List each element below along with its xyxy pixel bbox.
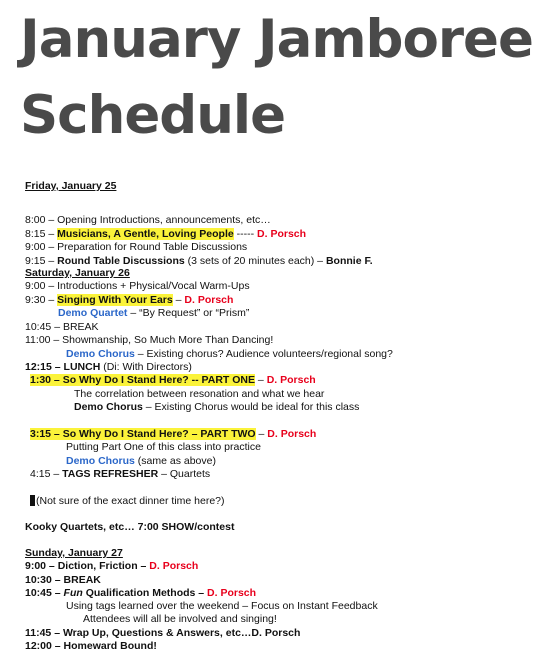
presenter: D. Porsch: [149, 560, 199, 572]
demo-group: Demo Quartet: [58, 307, 128, 319]
friday-item-1: 8:00 – Opening Introductions, announcements, etc…: [25, 214, 271, 226]
session-title: Singing With Your Ears: [57, 294, 173, 306]
saturday-item-12: Putting Part One of this class into practice: [66, 441, 261, 453]
saturday-item-14: [30, 468, 210, 480]
item-time: 10:45 –: [25, 587, 64, 599]
page-title-line1: January Jamboree: [20, 9, 533, 70]
item-time: 12:15 – LUNCH: [25, 361, 101, 373]
saturday-item-11: [30, 428, 316, 440]
session-title: 9:00 – Diction, Friction –: [25, 560, 150, 572]
friday-heading: Friday, January 25: [25, 180, 117, 192]
saturday-item-10: [74, 401, 359, 413]
friday-item-3: 9:00 – Preparation for Round Table Discussions: [25, 241, 248, 253]
session-title: Qualification Methods –: [82, 587, 208, 599]
presenter: D. Porsch: [207, 587, 257, 599]
saturday-item-9: The correlation between resonation and what we hear: [74, 388, 325, 400]
session-note: – Quartets: [158, 468, 211, 480]
item-time: 9:15 –: [25, 255, 58, 267]
sunday-item-2: 10:30 – BREAK: [25, 574, 101, 586]
session-title: TAGS REFRESHER: [62, 468, 159, 480]
presenter: D. Porsch: [266, 374, 316, 386]
dinner-note: (Not sure of the exact dinner time here?): [36, 495, 225, 507]
saturday-item-5: 11:00 – Showmanship, So Much More Than Dancing!: [25, 334, 274, 346]
saturday-item-3: [58, 307, 249, 319]
page-title-line2: Schedule: [20, 85, 286, 146]
separator: –: [255, 428, 268, 440]
demo-group: Demo Chorus: [66, 455, 135, 467]
demo-note: (same as above): [134, 455, 216, 467]
sunday-item-5: Attendees will all be involved and singing!: [83, 613, 277, 625]
sunday-item-4: Using tags learned over the weekend – Focus on Instant Feedback: [66, 600, 378, 612]
session-note: (3 sets of 20 minutes each) –: [184, 255, 326, 267]
saturday-item-8: [30, 374, 316, 386]
text-cursor: [30, 495, 35, 506]
demo-group: Demo Chorus: [74, 401, 143, 413]
sunday-item-6: 11:45 – Wrap Up, Questions & Answers, etc…D. Porsch: [25, 627, 301, 639]
item-time: 8:15 –: [25, 228, 58, 240]
separator: -----: [233, 228, 258, 240]
saturday-item-2: [25, 294, 233, 306]
presenter: Bonnie F.: [325, 255, 373, 267]
fun-emphasis: Fun: [63, 587, 83, 599]
session-title: Musicians, A Gentle, Loving People: [57, 228, 234, 240]
sunday-item-3: [25, 587, 256, 599]
saturday-item-13: [66, 455, 216, 467]
separator: –: [255, 374, 267, 386]
friday-item-4: [25, 255, 373, 267]
presenter: D. Porsch: [257, 228, 307, 240]
saturday-item-16: Kooky Quartets, etc… 7:00 SHOW/contest: [25, 521, 235, 533]
session-title: 1:30 – So Why Do I Stand Here? -- PART ONE: [30, 374, 256, 386]
sunday-item-1: [25, 560, 198, 572]
presenter: D. Porsch: [267, 428, 317, 440]
session-title: Round Table Discussions: [57, 255, 185, 267]
item-time: 9:30 –: [25, 294, 58, 306]
item-time: 4:15 –: [30, 468, 63, 480]
saturday-heading: Saturday, January 26: [25, 267, 130, 279]
saturday-item-15[interactable]: [30, 495, 225, 507]
demo-note: – Existing chorus? Audience volunteers/regional song?: [134, 348, 393, 360]
saturday-item-4: 10:45 – BREAK: [25, 321, 99, 333]
saturday-item-1: 9:00 – Introductions + Physical/Vocal Warm-Ups: [25, 280, 250, 292]
presenter: D. Porsch: [184, 294, 234, 306]
demo-group: Demo Chorus: [66, 348, 135, 360]
session-note: (Di: With Directors): [100, 361, 192, 373]
sunday-heading: Sunday, January 27: [25, 547, 123, 559]
separator: –: [172, 294, 185, 306]
session-title: 3:15 – So Why Do I Stand Here? – PART TWO: [30, 428, 256, 440]
friday-item-2: [25, 228, 306, 240]
saturday-item-6: [66, 348, 393, 360]
sunday-item-7: 12:00 – Homeward Bound!: [25, 640, 157, 652]
demo-note: – Existing Chorus would be ideal for this class: [142, 401, 360, 413]
demo-note: – “By Request” or “Prism”: [127, 307, 250, 319]
saturday-item-7: [25, 361, 192, 373]
